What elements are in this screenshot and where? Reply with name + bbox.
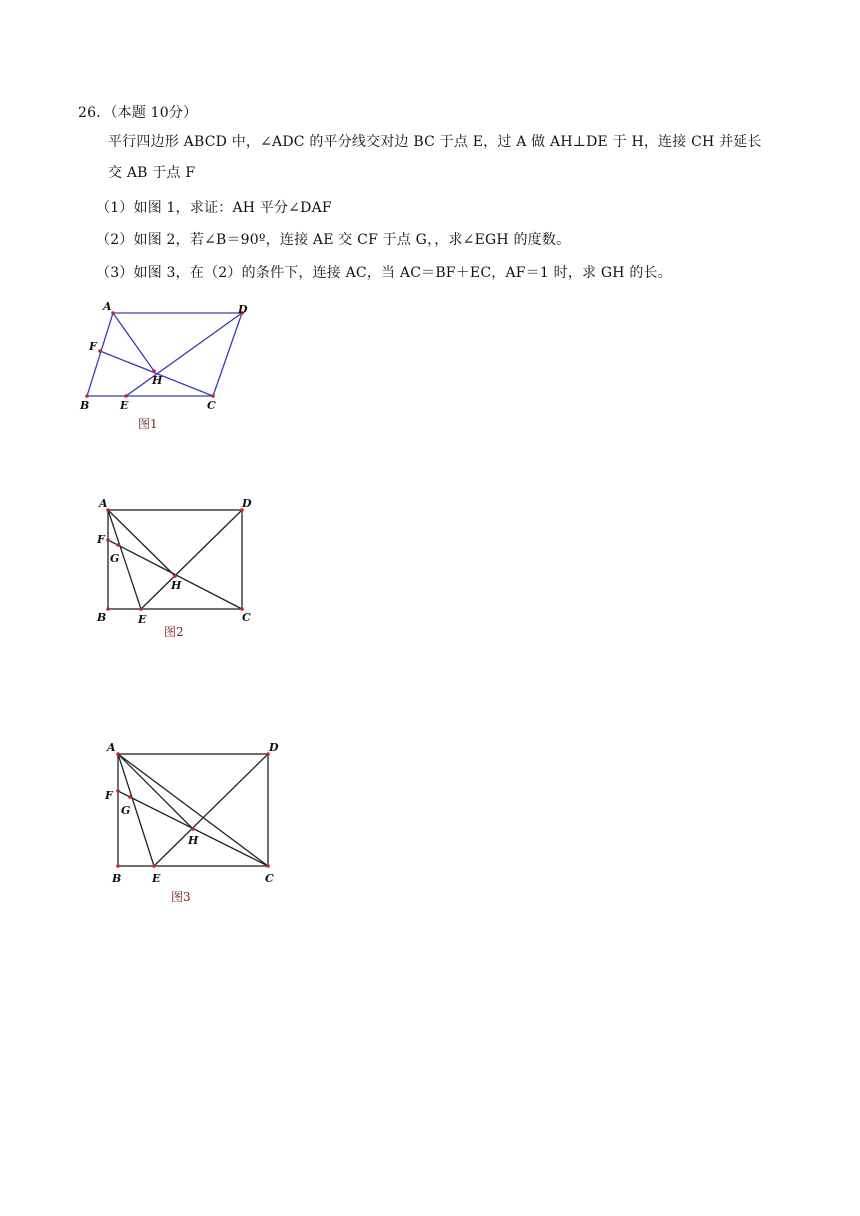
- figure-1-label-d: D: [238, 303, 248, 316]
- part-3-question: （3）如图 3，在（2）的条件下，连接 AC，当 AC＝BF＋EC，AF＝1 时，求 GH 的长。: [96, 265, 672, 281]
- figure-3-label-b: B: [112, 872, 122, 885]
- figure-1-label-h: H: [152, 374, 163, 387]
- rectangle-abcd: [108, 510, 242, 609]
- figure-2-points: [106, 508, 244, 611]
- figure-1-label-f: F: [89, 340, 97, 353]
- figure-3-label-a: A: [107, 741, 116, 754]
- figure-1-label-e: E: [120, 399, 129, 412]
- figure-3-label-g: G: [121, 804, 131, 817]
- figure-3: [98, 736, 288, 911]
- figure-1-label-c: C: [207, 399, 216, 412]
- part-1-question: （1）如图 1，求证：AH 平分∠DAF: [96, 200, 332, 216]
- figure-3-label-e: E: [152, 872, 161, 885]
- segment-de: [154, 754, 268, 866]
- figure-3-label-h: H: [188, 834, 199, 847]
- figure-2-label-d: D: [242, 497, 252, 510]
- figure-1-label-a: A: [103, 300, 112, 313]
- figure-2-label-c: C: [242, 611, 251, 624]
- figure-3-label-f: F: [105, 789, 113, 802]
- segment-de: [141, 510, 242, 609]
- figure-3-label-d: D: [269, 741, 279, 754]
- segment-ac: [118, 754, 268, 866]
- figure-2-label-h: H: [171, 579, 182, 592]
- segment-ah: [113, 313, 154, 371]
- problem-header: 26．（本题 10分）: [78, 105, 198, 121]
- segment-de: [126, 313, 242, 396]
- problem-statement-line-1: 平行四边形 ABCD 中，∠ADC 的平分线交对边 BC 于点 E，过 A 做 AH⊥DE 于 H，连接 CH 并延长: [108, 134, 762, 150]
- figure-2: [90, 494, 270, 644]
- segment-ah: [118, 754, 193, 829]
- figure-2-label-b: B: [97, 611, 107, 624]
- figure-2-lines: [108, 510, 242, 609]
- figure-2-caption: 图2: [164, 625, 184, 639]
- problem-statement-line-2: 交 AB 于点 F: [108, 165, 196, 181]
- segment-ah: [108, 510, 175, 576]
- figure-3-lines: [118, 754, 268, 866]
- figure-1-label-b: B: [80, 399, 90, 412]
- figure-2-label-f: F: [97, 533, 105, 546]
- figure-3-caption: 图3: [171, 890, 191, 904]
- figure-2-label-e: E: [138, 613, 147, 626]
- figure-1: [70, 296, 270, 436]
- figure-3-label-c: C: [265, 872, 274, 885]
- part-2-question: （2）如图 2，若∠B＝90º，连接 AE 交 CF 于点 G，，求∠EGH 的度数。: [96, 232, 571, 248]
- figure-2-label-a: A: [99, 497, 108, 510]
- figure-2-label-g: G: [110, 552, 120, 565]
- figure-1-caption: 图1: [138, 417, 158, 431]
- figure-1-lines: [87, 313, 242, 396]
